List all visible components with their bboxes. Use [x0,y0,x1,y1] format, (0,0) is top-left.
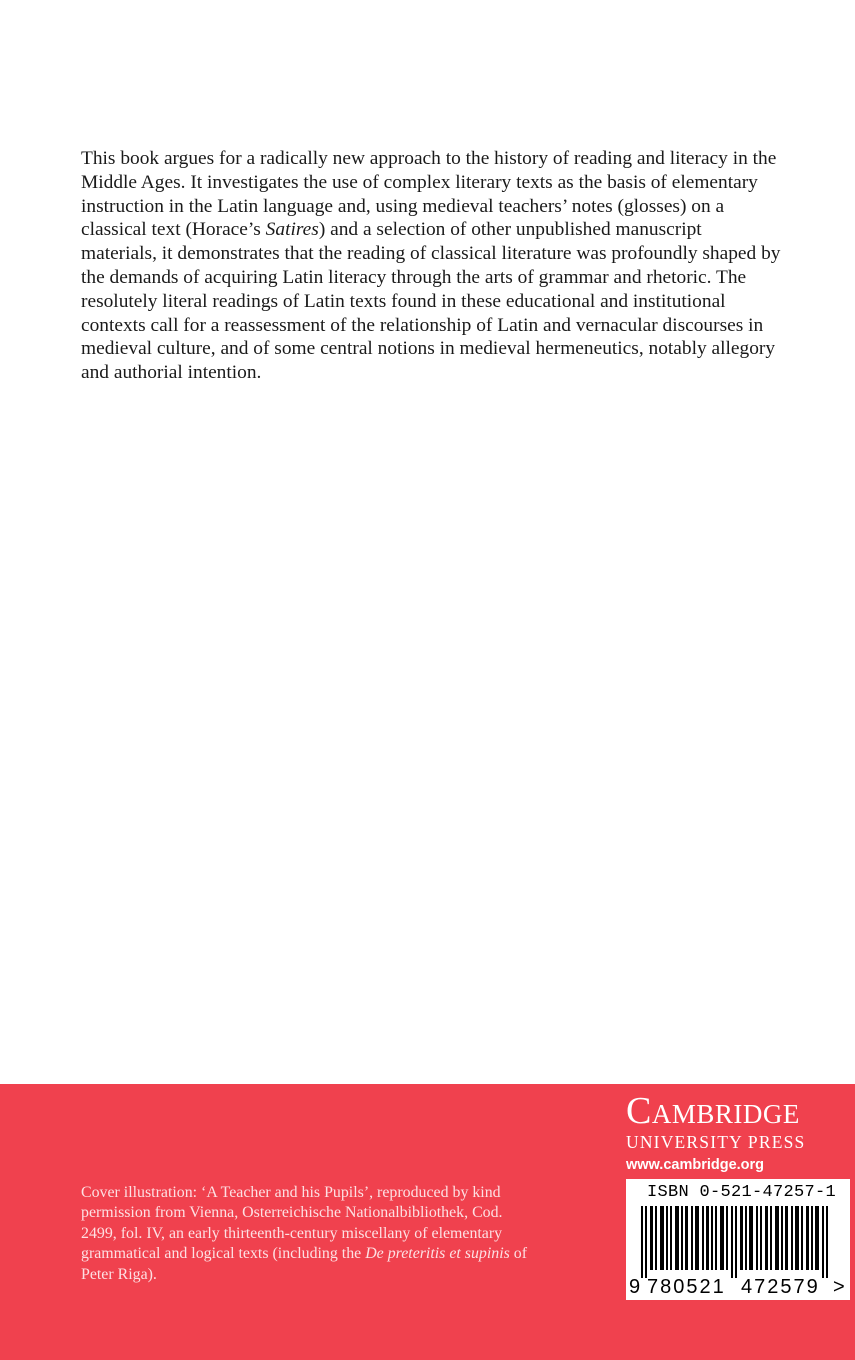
blurb-text-2: ) and a selection of other unpublished manuscript materials, it demonstrates that the reading of classical literature was profoundly shaped by the demands of acquiring Latin literacy through the arts of grammar and rhetoric. The resolutely literal readings of Latin texts found in these educational and institutional contexts call for a reassessment of the relationship of Latin and vernacular discourses in medieval culture, and of some central notions in medieval hermeneutics, notably allegory and authorial intention. [81,219,781,384]
publisher-logo [626,1092,851,1174]
cover-illustration-credit [81,1183,531,1285]
blurb-text-1: This book argues for a radically new approach to the history of reading and literacy in the Middle Ages. It investigates the use of complex literary texts as the basis of elementary instruction in the Latin language and, using medieval teachers’ notes (glosses) on a classical text (Horace’s [81,148,777,241]
publisher-url: www.cambridge.org [626,1157,765,1173]
credit-text-2: of Peter Riga). [81,1245,528,1283]
blurb-italic-title: Satires [265,219,319,241]
ean-quiet-zone-marker: > [833,1276,845,1298]
ean-digits [627,1275,849,1299]
credit-italic-title: De preteritis et supinis [365,1245,510,1263]
ean-right-group: 472579 [741,1276,820,1298]
publisher-subtitle: UNIVERSITY PRESS [626,1132,806,1152]
back-cover-blurb [81,147,781,385]
credit-text-1: Cover illustration: ‘A Teacher and his Pupils’, reproduced by kind permission from Vienna, Osterreichische Nationalbibliothek, Cod. 2499, fol. IV, an early thirteenth-century miscellany of elementary grammatical and logical texts (including the [81,1184,503,1263]
isbn-barcode [626,1179,850,1300]
publisher-name: Cambridge [626,1090,800,1132]
ean-first-digit: 9 [629,1276,641,1298]
barcode-bars [627,1206,849,1278]
isbn-label: ISBN 0-521-47257-1 [647,1183,837,1202]
ean-left-group: 780521 [647,1276,726,1298]
